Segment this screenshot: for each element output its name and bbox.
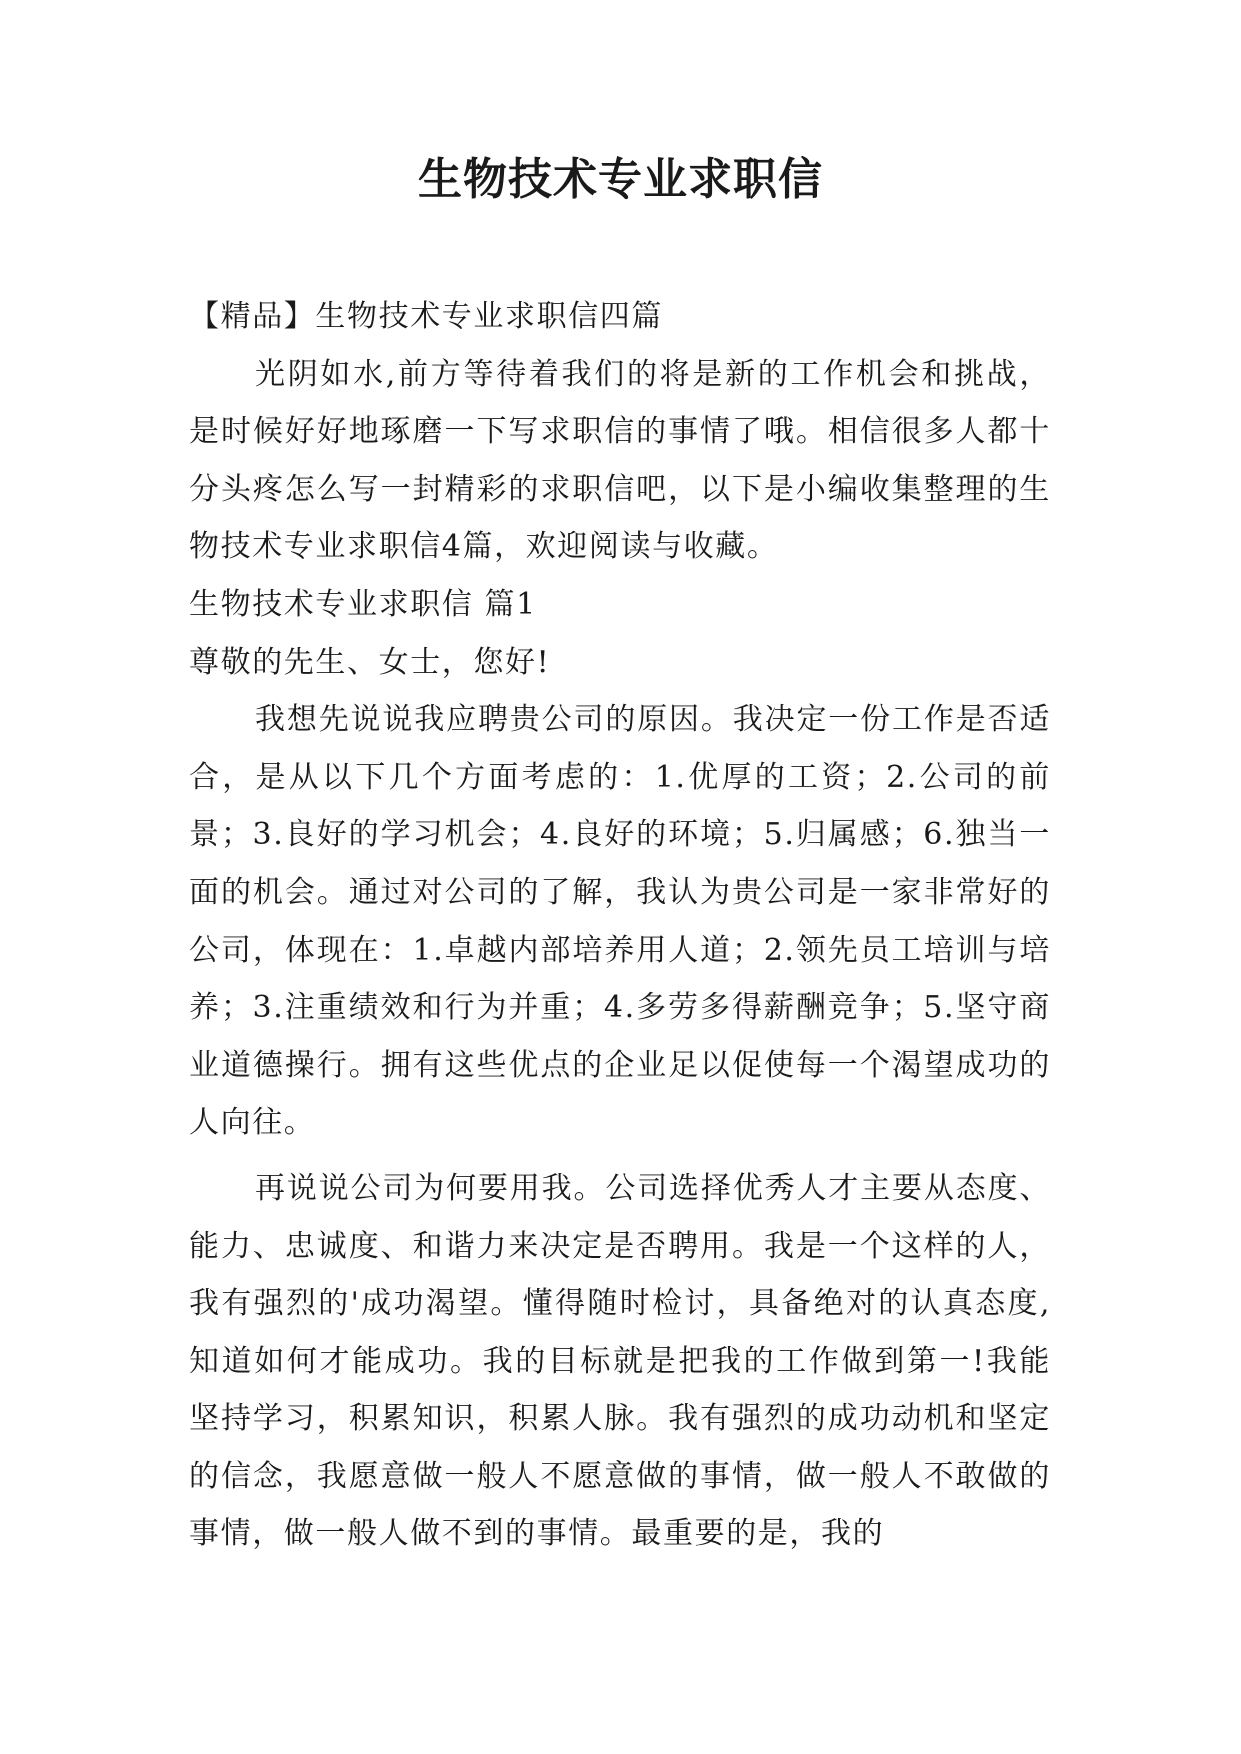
- body-paragraph-1: 我想先说说我应聘贵公司的原因。我决定一份工作是否适合，是从以下几个方面考虑的：1.优厚的工资；2.公司的前景；3.良好的学习机会；4.良好的环境；5.归属感；6.独当一面的机会。通过对公司的了解，我认为贵公司是一家非常好的公司，体现在：1.卓越内部培养用人道；2.领先员工培训与培养；3.注重绩效和行为并重；4.多劳多得薪酬竞争；5.坚守商业道德操行。拥有这些优点的企业足以促使每一个渴望成功的人向往。: [189, 702, 1051, 1141]
- section-heading: 生物技术专业求职信 篇1: [189, 586, 537, 622]
- intro-paragraph: 光阴如水,前方等待着我们的将是新的工作机会和挑战，是时候好好地琢磨一下写求职信的事情了哦。相信很多人都十分头疼怎么写一封精彩的求职信吧，以下是小编收集整理的生物技术专业求职信4篇，欢迎阅读与收藏。: [189, 356, 1051, 565]
- document-body: [189, 288, 1051, 1563]
- document-title: 生物技术专业求职信: [418, 154, 823, 205]
- body-paragraph-2: 再说说公司为何要用我。公司选择优秀人才主要从态度、能力、忠诚度、和谐力来决定是否聘用。我是一个这样的人，我有强烈的'成功渴望。懂得随时检讨，具备绝对的认真态度,知道如何才能成功。我的目标就是把我的工作做到第一!我能坚持学习，积累知识，积累人脉。我有强烈的成功动机和坚定的信念，我愿意做一般人不愿意做的事情，做一般人不敢做的事情，做一般人做不到的事情。最重要的是，我的: [189, 1170, 1051, 1552]
- greeting-line: 尊敬的先生、女士，您好!: [189, 644, 551, 680]
- subtitle-line: 【精品】生物技术专业求职信四篇: [189, 299, 663, 334]
